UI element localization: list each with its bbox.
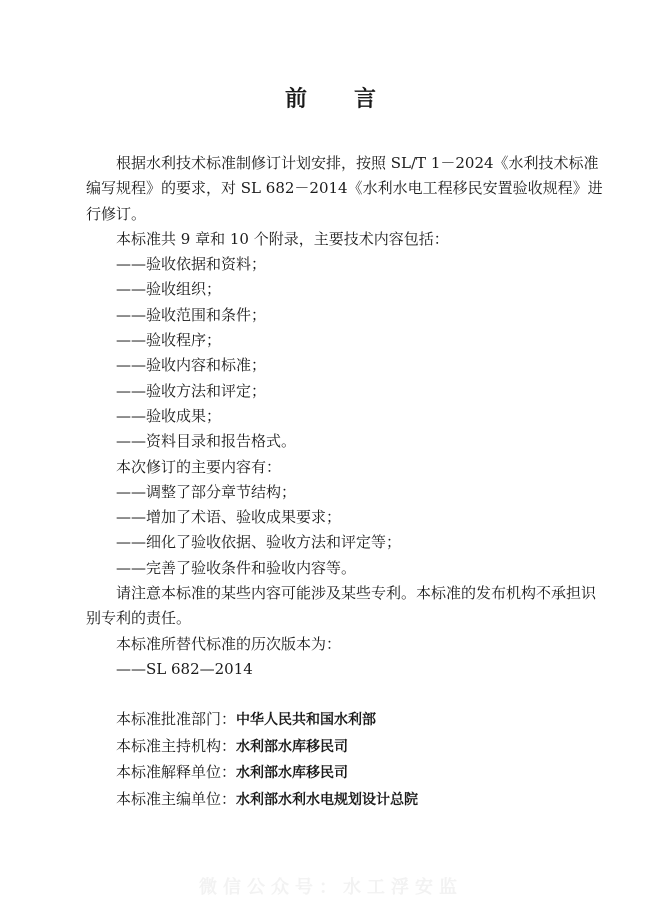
- intro-paragraph: 根据水利技术标准制修订计划安排，按照 SL/T 1－2024《水利技术标准编写规程》的要求，对 SL 682－2014《水利水电工程移民安置验收规程》进行修订。: [86, 154, 603, 223]
- spacer: [86, 682, 606, 707]
- list-item: ——调整了部分章节结构；: [116, 482, 297, 501]
- supervisor-label: 本标准主编单位：: [116, 789, 237, 808]
- supervisor-row: [86, 707, 606, 734]
- patent-notice-paragraph: 请注意本标准的某些内容可能涉及某些专利。本标准的发布机构不承担识别专利的责任。: [86, 584, 597, 628]
- supervisor-label: 本标准主持机构：: [116, 736, 237, 755]
- supervisor-list: [86, 707, 606, 813]
- revision-list: [86, 480, 606, 581]
- supervisor-row: [86, 787, 606, 814]
- supervisor-value: 水利部水库移民司: [236, 738, 349, 755]
- list-item: ——验收内容和标准；: [116, 356, 267, 375]
- previous-version-item: ——SL 682—2014: [116, 659, 253, 678]
- list-item: ——验收程序；: [116, 331, 222, 350]
- list-item: ——验收范围和条件；: [116, 305, 267, 324]
- list-item: ——验收成果；: [116, 406, 222, 425]
- list-item: ——增加了术语、验收成果要求；: [116, 508, 342, 527]
- list-item: ——资料目录和报告格式。: [116, 432, 297, 451]
- supervisor-value: 水利部水利水电规划设计总院: [236, 791, 419, 808]
- list-item: ——验收方法和评定；: [116, 381, 267, 400]
- supervisor-row: [86, 760, 606, 787]
- watermark: 微信公众号：水工浮安监: [199, 877, 463, 898]
- supervisor-value: 水利部水库移民司: [236, 765, 349, 782]
- previous-versions-paragraph: 本标准所替代标准的历次版本为：: [116, 634, 342, 653]
- content-summary-paragraph: 本标准共 9 章和 10 个附录，主要技术内容包括：: [116, 229, 449, 248]
- supervisor-row: [86, 734, 606, 761]
- preface-content: [86, 151, 606, 813]
- supervisor-label: 本标准批准部门：: [116, 710, 237, 729]
- list-item: ——验收组织；: [116, 280, 222, 299]
- list-item: ——验收依据和资料；: [116, 255, 267, 274]
- supervisor-value: 中华人民共和国水利部: [236, 712, 377, 729]
- supervisor-label: 本标准解释单位：: [116, 763, 237, 782]
- revision-summary-paragraph: 本次修订的主要内容有：: [116, 457, 282, 476]
- list-item: ——完善了验收条件和验收内容等。: [116, 558, 357, 577]
- content-list: [86, 252, 606, 454]
- page-title: 前 言: [284, 87, 377, 112]
- list-item: ——细化了验收依据、验收方法和评定等；: [116, 533, 402, 552]
